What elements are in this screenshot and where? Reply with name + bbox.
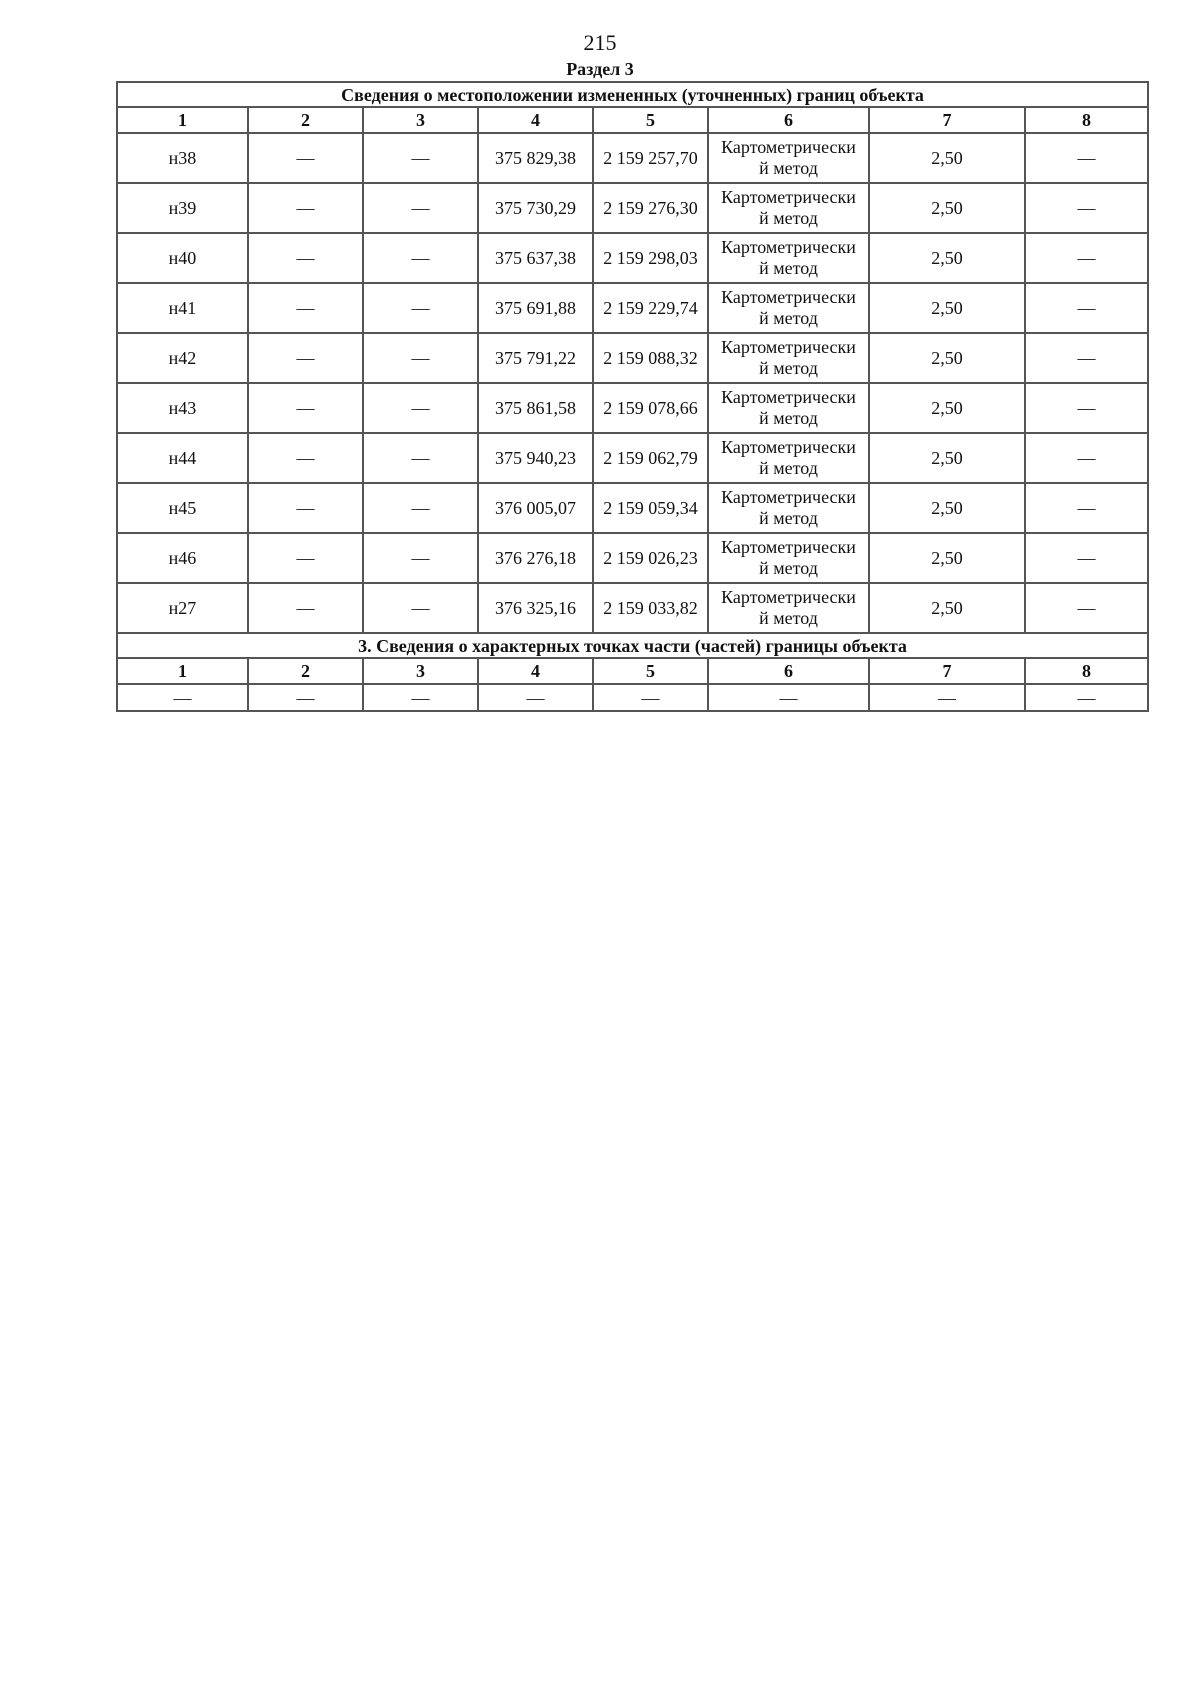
column-number: 7 [869, 107, 1025, 133]
cell-col2: — [248, 483, 363, 533]
coord-y: 2 159 026,23 [593, 533, 708, 583]
cell-col8: — [1025, 333, 1148, 383]
column-number: 4 [478, 658, 593, 684]
point-name: н42 [117, 333, 248, 383]
table-row [117, 383, 1148, 433]
method-text: й метод [759, 558, 818, 578]
coord-x: 375 940,23 [478, 433, 593, 483]
empty-cell: — [363, 684, 478, 711]
column-number: 3 [363, 658, 478, 684]
boundary-table [116, 81, 1149, 712]
method-cell [708, 233, 869, 283]
cell-col3: — [363, 483, 478, 533]
coord-y: 2 159 257,70 [593, 133, 708, 183]
empty-cell: — [869, 684, 1025, 711]
method-text: й метод [759, 458, 818, 478]
table-row [117, 133, 1148, 183]
cell-col2: — [248, 433, 363, 483]
method-cell [708, 333, 869, 383]
method-cell [708, 183, 869, 233]
point-name: н45 [117, 483, 248, 533]
point-name: н27 [117, 583, 248, 633]
cell-col3: — [363, 533, 478, 583]
page-number: 215 [583, 30, 617, 55]
column-number: 6 [708, 658, 869, 684]
method-text: Картометрически [721, 337, 856, 357]
coord-y: 2 159 062,79 [593, 433, 708, 483]
method-text: й метод [759, 258, 818, 278]
coord-x: 375 861,58 [478, 383, 593, 433]
column-number: 8 [1025, 658, 1148, 684]
cell-col2: — [248, 333, 363, 383]
empty-cell: — [478, 684, 593, 711]
table-row [117, 684, 1148, 711]
column-number: 5 [593, 658, 708, 684]
method-text: Картометрически [721, 587, 856, 607]
method-text: й метод [759, 358, 818, 378]
column-number: 3 [363, 107, 478, 133]
method-cell [708, 533, 869, 583]
column-number: 1 [117, 658, 248, 684]
method-cell [708, 433, 869, 483]
method-text: Картометрически [721, 137, 856, 157]
coord-y: 2 159 229,74 [593, 283, 708, 333]
cell-col8: — [1025, 483, 1148, 533]
method-text: Картометрически [721, 487, 856, 507]
cell-col2: — [248, 183, 363, 233]
column-number-row [117, 658, 1148, 684]
cell-col3: — [363, 383, 478, 433]
table-row [117, 233, 1148, 283]
point-name: н43 [117, 383, 248, 433]
coord-y: 2 159 059,34 [593, 483, 708, 533]
table-row [117, 483, 1148, 533]
method-text: Картометрически [721, 187, 856, 207]
accuracy-value: 2,50 [869, 383, 1025, 433]
cell-col2: — [248, 583, 363, 633]
coord-x: 376 325,16 [478, 583, 593, 633]
method-text: Картометрически [721, 437, 856, 457]
accuracy-value: 2,50 [869, 433, 1025, 483]
accuracy-value: 2,50 [869, 283, 1025, 333]
table-row [117, 283, 1148, 333]
cell-col2: — [248, 533, 363, 583]
column-number-row [117, 107, 1148, 133]
accuracy-value: 2,50 [869, 533, 1025, 583]
empty-cell: — [1025, 684, 1148, 711]
table-row [117, 533, 1148, 583]
method-text: Картометрически [721, 537, 856, 557]
coord-x: 375 791,22 [478, 333, 593, 383]
method-text: й метод [759, 208, 818, 228]
point-name: н41 [117, 283, 248, 333]
coord-x: 375 637,38 [478, 233, 593, 283]
cell-col3: — [363, 233, 478, 283]
coord-x: 375 829,38 [478, 133, 593, 183]
table-row [117, 183, 1148, 233]
point-name: н44 [117, 433, 248, 483]
coord-x: 376 005,07 [478, 483, 593, 533]
column-number: 2 [248, 107, 363, 133]
column-number: 4 [478, 107, 593, 133]
cell-col8: — [1025, 533, 1148, 583]
cell-col3: — [363, 583, 478, 633]
accuracy-value: 2,50 [869, 233, 1025, 283]
accuracy-value: 2,50 [869, 583, 1025, 633]
cell-col8: — [1025, 383, 1148, 433]
coord-y: 2 159 088,32 [593, 333, 708, 383]
accuracy-value: 2,50 [869, 333, 1025, 383]
cell-col3: — [363, 283, 478, 333]
method-text: Картометрически [721, 287, 856, 307]
method-cell [708, 383, 869, 433]
empty-cell: — [248, 684, 363, 711]
method-text: й метод [759, 408, 818, 428]
cell-col2: — [248, 133, 363, 183]
coord-x: 375 730,29 [478, 183, 593, 233]
method-text: Картометрически [721, 237, 856, 257]
method-text: Картометрически [721, 387, 856, 407]
cell-col8: — [1025, 583, 1148, 633]
table-title-row [117, 633, 1148, 658]
cell-col8: — [1025, 183, 1148, 233]
column-number: 6 [708, 107, 869, 133]
cell-col8: — [1025, 283, 1148, 333]
cell-col2: — [248, 383, 363, 433]
method-text: й метод [759, 158, 818, 178]
method-text: й метод [759, 508, 818, 528]
method-cell [708, 483, 869, 533]
accuracy-value: 2,50 [869, 133, 1025, 183]
point-name: н40 [117, 233, 248, 283]
cell-col2: — [248, 283, 363, 333]
cell-col2: — [248, 233, 363, 283]
coord-y: 2 159 298,03 [593, 233, 708, 283]
point-name: н39 [117, 183, 248, 233]
method-cell [708, 283, 869, 333]
table-title: 3. Сведения о характерных точках части (частей) границы объекта [117, 633, 1148, 658]
cell-col8: — [1025, 233, 1148, 283]
cell-col3: — [363, 183, 478, 233]
point-name: н38 [117, 133, 248, 183]
table-title: Сведения о местоположении измененных (уточненных) границ объекта [117, 82, 1148, 107]
column-number: 7 [869, 658, 1025, 684]
cell-col3: — [363, 433, 478, 483]
empty-cell: — [708, 684, 869, 711]
coord-y: 2 159 078,66 [593, 383, 708, 433]
coord-y: 2 159 033,82 [593, 583, 708, 633]
table-row [117, 433, 1148, 483]
column-number: 8 [1025, 107, 1148, 133]
column-number: 1 [117, 107, 248, 133]
column-number: 5 [593, 107, 708, 133]
point-name: н46 [117, 533, 248, 583]
cell-col8: — [1025, 433, 1148, 483]
method-text: й метод [759, 308, 818, 328]
method-cell [708, 133, 869, 183]
empty-cell: — [117, 684, 248, 711]
coord-x: 376 276,18 [478, 533, 593, 583]
section-title: Раздел 3 [566, 59, 634, 79]
table-row [117, 583, 1148, 633]
coord-x: 375 691,88 [478, 283, 593, 333]
cell-col3: — [363, 133, 478, 183]
cell-col3: — [363, 333, 478, 383]
empty-cell: — [593, 684, 708, 711]
column-number: 2 [248, 658, 363, 684]
table-row [117, 333, 1148, 383]
cell-col8: — [1025, 133, 1148, 183]
accuracy-value: 2,50 [869, 183, 1025, 233]
coord-y: 2 159 276,30 [593, 183, 708, 233]
method-cell [708, 583, 869, 633]
table-title-row [117, 82, 1148, 107]
accuracy-value: 2,50 [869, 483, 1025, 533]
method-text: й метод [759, 608, 818, 628]
